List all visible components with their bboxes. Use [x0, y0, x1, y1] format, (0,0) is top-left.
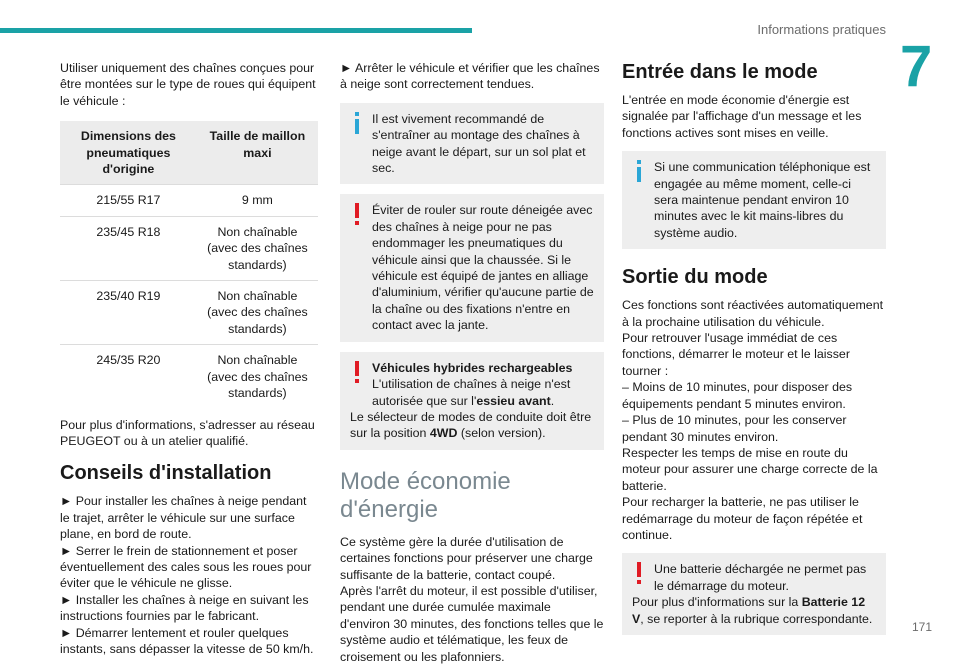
column-1	[60, 60, 318, 657]
text-run: .	[550, 393, 555, 408]
table-cell: Non chaînable (avec des chaînes standards)	[197, 281, 318, 345]
header-accent-bar	[0, 28, 472, 33]
paragraph: Après l'arrêt du moteur, il est possible d'utiliser, pendant une durée cumulée maximale d'environ 30 minutes, des fonctions telles que le système audio et télématique, les feux de croisement ou les plafonniers.	[340, 583, 604, 664]
paragraph: Ce système gère la durée d'utilisation de certaines fonctions pour préserver une charge suffisante de la batterie, contact coupé.	[340, 534, 593, 582]
table-cell: 245/35 R20	[60, 345, 197, 409]
text-run: Le sélecteur de modes de conduite doit être sur la position	[350, 409, 592, 441]
warning-title: Véhicules hybrides rechargeables	[372, 360, 573, 375]
column-3	[622, 60, 886, 645]
table-cell: 9 mm	[197, 185, 318, 216]
table-cell: Non chaînable (avec des chaînes standards)	[197, 216, 318, 280]
warning-text	[350, 409, 594, 442]
text-run: (selon version).	[457, 426, 546, 441]
paragraph-line: Pour recharger la batterie, ne pas utiliser le redémarrage du moteur de façon répétée et continue.	[622, 495, 863, 542]
warning-text	[632, 594, 876, 627]
chain-table	[60, 121, 318, 408]
table-cell: 235/45 R18	[60, 216, 197, 280]
intro-text: Utiliser uniquement des chaînes conçues pour être montées sur le type de roues qui équipent le véhicule :	[60, 61, 316, 108]
text-run-bold: Batterie 12 V	[632, 595, 866, 626]
step-item: ► Pour installer les chaînes à neige pendant le trajet, arrêter le véhicule sur une surface plane, en bord de route.	[60, 494, 307, 542]
paragraph: L'entrée en mode économie d'énergie est signalée par l'affichage d'un message et les fonctions actives sont mises en veille.	[622, 93, 862, 140]
info-box	[340, 103, 604, 185]
info-icon	[350, 111, 364, 135]
text-run: Pour plus d'informations sur la	[632, 595, 802, 610]
chapter-number: 7	[900, 34, 933, 99]
table-header: Taille de maillon maxi	[197, 121, 318, 185]
paragraph-line: Pour retrouver l'usage immédiat de ces fonctions, démarrer le moteur et le laisser tourner :	[622, 331, 850, 378]
info-text: Si une communication téléphonique est engagée au même moment, celle-ci sera maintenue pendant environ 10 minutes avec le kit mains-libres du système audio.	[654, 160, 871, 240]
paragraph-line: Respecter les temps de mise en route du moteur pour assurer une charge correcte de la batterie.	[622, 445, 878, 493]
warning-box	[340, 352, 604, 450]
warning-icon	[350, 202, 364, 226]
table-header: Dimensions des pneumatiques d'origine	[60, 121, 197, 185]
warning-text: Une batterie déchargée ne permet pas le démarrage du moteur.	[654, 562, 867, 593]
info-text: Il est vivement recommandé de s'entraîner au montage des chaînes à neige avant le départ, sur un sol plat et sec.	[372, 111, 586, 176]
table-row	[60, 345, 318, 409]
text-run-bold: 4WD	[429, 426, 458, 441]
step-item: ► Démarrer lentement et rouler quelques instants, sans dépasser la vitesse de 50 km/h.	[60, 625, 314, 656]
warning-box	[340, 194, 604, 341]
warning-text: Éviter de rouler sur route déneigée avec des chaînes à neige pour ne pas endommager les pneumatiques du véhicule ainsi que la chaussée. Si le véhicule est équipé de jantes en alliage d'aluminium, vérifier qu'aucune partie de la chaîne ou des fixations n'entre en contact avec la jante.	[372, 203, 594, 333]
installation-heading: Conseils d'installation	[60, 462, 272, 485]
exit-heading: Sortie du mode	[622, 266, 768, 289]
paragraph-line: – Moins de 10 minutes, pour disposer des équipements pendant 5 minutes environ.	[622, 380, 853, 411]
warning-text	[350, 376, 594, 409]
table-cell: 215/55 R17	[60, 185, 197, 216]
step-item: ► Arrêter le véhicule et vérifier que les chaînes à neige sont correctement tendues.	[340, 61, 600, 92]
warning-box	[622, 553, 886, 635]
table-row	[60, 281, 318, 345]
header-title: Informations pratiques	[757, 22, 886, 37]
page-number: 171	[911, 620, 932, 634]
paragraph-line: – Plus de 10 minutes, pour les conserver pendant 30 minutes environ.	[622, 413, 847, 444]
table-row	[60, 185, 318, 216]
warning-icon	[632, 561, 646, 585]
info-icon	[632, 159, 646, 183]
table-row	[60, 216, 318, 280]
table-cell: 235/40 R19	[60, 281, 197, 345]
table-cell: Non chaînable (avec des chaînes standards)	[197, 345, 318, 409]
entry-heading: Entrée dans le mode	[622, 61, 818, 83]
paragraph-line: Ces fonctions sont réactivées automatiquement à la prochaine utilisation du véhicule.	[622, 298, 884, 329]
info-box	[622, 151, 886, 249]
warning-icon	[350, 360, 364, 384]
section-title: Mode économie d'énergie	[340, 467, 511, 523]
column-2	[340, 60, 604, 665]
more-info-text: Pour plus d'informations, s'adresser au réseau PEUGEOT ou à un atelier qualifié.	[60, 417, 315, 448]
text-run: L'utilisation de chaînes à neige n'est autorisée que sur l'	[372, 377, 571, 408]
text-run: , se reporter à la rubrique correspondante.	[640, 611, 873, 626]
text-run-bold: essieu avant	[476, 393, 551, 408]
step-item: ► Serrer le frein de stationnement et poser éventuellement des cales sous les roues pour éviter que le véhicule ne glisse.	[60, 543, 312, 591]
step-item: ► Installer les chaînes à neige en suivant les instructions fournies par le fabricant.	[60, 592, 309, 624]
